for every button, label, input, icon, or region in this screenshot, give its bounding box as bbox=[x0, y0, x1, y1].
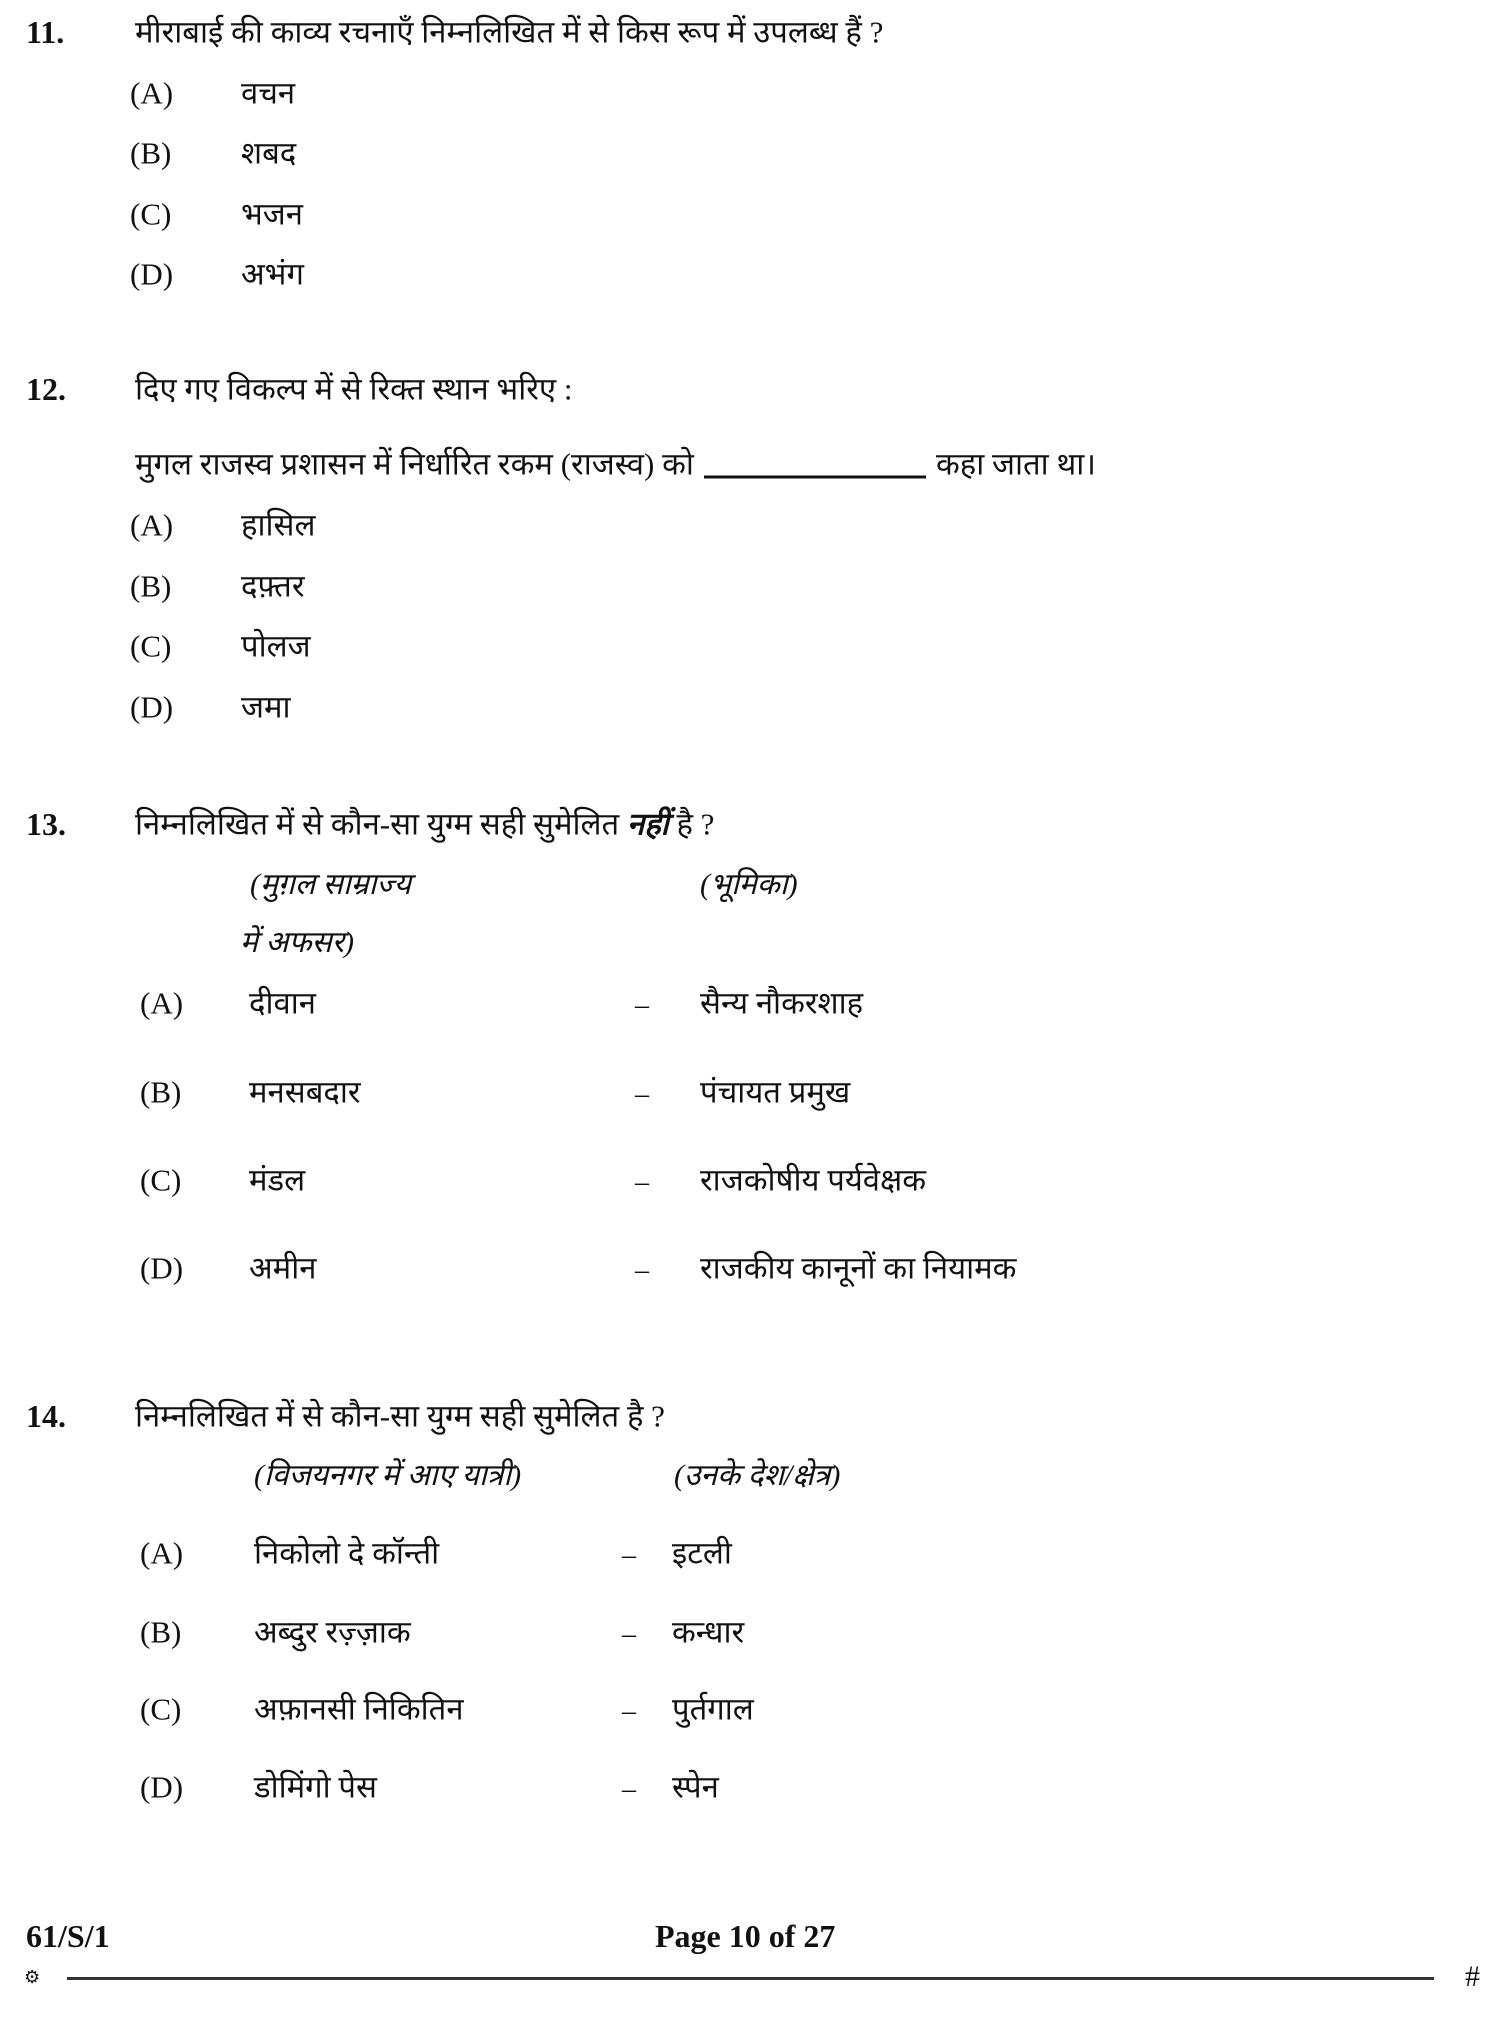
question-text-before: निम्नलिखित में से कौन-सा युग्म सही सुमेलित bbox=[135, 806, 620, 842]
option-left: अमीन bbox=[249, 1250, 317, 1286]
separator: – bbox=[635, 1255, 649, 1286]
option-label: (D) bbox=[140, 1769, 184, 1805]
option-text: पोलज bbox=[241, 628, 311, 664]
separator: – bbox=[622, 1619, 636, 1650]
option-right: राजकोषीय पर्यवेक्षक bbox=[700, 1162, 927, 1198]
question-number: 14. bbox=[26, 1398, 66, 1434]
option-text: वचन bbox=[241, 75, 296, 111]
option-left: अब्दुर रज़्ज़ाक bbox=[254, 1614, 411, 1650]
page-number: Page 10 of 27 bbox=[655, 1918, 836, 1954]
option-text: भजन bbox=[241, 196, 303, 232]
fill-in-sentence bbox=[135, 446, 1097, 482]
footer-divider bbox=[67, 1977, 1434, 1980]
option-label: (B) bbox=[140, 1614, 182, 1650]
option-label: (C) bbox=[140, 1691, 182, 1727]
question-text bbox=[135, 806, 715, 842]
option-label: (B) bbox=[130, 135, 172, 171]
option-text: अभंग bbox=[241, 256, 304, 292]
footer-hash-mark: # bbox=[1465, 1960, 1480, 1993]
option-label: (A) bbox=[140, 1535, 184, 1571]
option-label: (A) bbox=[140, 985, 184, 1021]
option-left: निकोलो दे कॉन्ती bbox=[254, 1535, 440, 1571]
option-text: दफ़्तर bbox=[241, 568, 305, 604]
separator: – bbox=[635, 1167, 649, 1198]
question-text-after: है ? bbox=[676, 806, 715, 842]
option-right: पंचायत प्रमुख bbox=[700, 1074, 851, 1110]
separator: – bbox=[635, 1079, 649, 1110]
question-number: 13. bbox=[26, 806, 66, 842]
question-text: निम्नलिखित में से कौन-सा युग्म सही सुमेलित है ? bbox=[135, 1398, 665, 1434]
option-label: (B) bbox=[130, 568, 172, 604]
option-left: मनसबदार bbox=[249, 1074, 361, 1110]
option-label: (A) bbox=[130, 507, 174, 543]
option-left: अफ़ानसी निकितिन bbox=[254, 1691, 464, 1727]
option-left: डोमिंगो पेस bbox=[254, 1769, 377, 1805]
sentence-before: मुगल राजस्व प्रशासन में निर्धारित रकम (राजस्व) को bbox=[135, 446, 694, 482]
option-label: (B) bbox=[140, 1074, 182, 1110]
option-left: दीवान bbox=[249, 985, 316, 1021]
column-header-left-line2: में अफसर) bbox=[240, 926, 355, 959]
sentence-after: कहा जाता था। bbox=[935, 446, 1097, 482]
option-label: (D) bbox=[130, 689, 174, 725]
option-right: सैन्य नौकरशाह bbox=[700, 985, 864, 1021]
column-header-left: (विजयनगर में आए यात्री) bbox=[254, 1459, 522, 1492]
footer-mark-icon: ⚙ bbox=[24, 1967, 41, 1987]
separator: – bbox=[622, 1774, 636, 1805]
question-text: मीराबाई की काव्य रचनाएँ निम्नलिखित में से किस रूप में उपलब्ध हैं ? bbox=[135, 14, 884, 50]
option-label: (C) bbox=[130, 628, 172, 664]
question-number: 12. bbox=[26, 371, 66, 407]
option-right: राजकीय कानूनों का नियामक bbox=[700, 1250, 1017, 1286]
option-text: शबद bbox=[241, 135, 297, 171]
option-label: (C) bbox=[130, 196, 172, 232]
separator: – bbox=[622, 1696, 636, 1727]
column-header-right: (उनके देश/क्षेत्र) bbox=[674, 1459, 841, 1492]
blank-line bbox=[704, 476, 926, 479]
separator: – bbox=[622, 1540, 636, 1571]
paper-code: 61/S/1 bbox=[26, 1918, 110, 1954]
option-text: हासिल bbox=[241, 507, 316, 543]
option-right: पुर्तगाल bbox=[672, 1691, 754, 1727]
separator: – bbox=[635, 990, 649, 1021]
option-left: मंडल bbox=[249, 1162, 306, 1198]
option-label: (D) bbox=[140, 1250, 184, 1286]
question-number: 11. bbox=[26, 14, 65, 50]
option-label: (C) bbox=[140, 1162, 182, 1198]
option-right: कन्धार bbox=[672, 1614, 745, 1650]
option-label: (D) bbox=[130, 256, 174, 292]
option-right: इटली bbox=[672, 1535, 732, 1571]
question-text: दिए गए विकल्प में से रिक्त स्थान भरिए : bbox=[135, 371, 573, 407]
column-header-left: (मुग़ल साम्राज्य bbox=[250, 868, 411, 901]
option-label: (A) bbox=[130, 75, 174, 111]
option-text: जमा bbox=[241, 689, 291, 725]
question-emphasis: नहीं bbox=[626, 806, 669, 842]
option-right: स्पेन bbox=[672, 1769, 719, 1805]
column-header-right: (भूमिका) bbox=[700, 868, 798, 901]
